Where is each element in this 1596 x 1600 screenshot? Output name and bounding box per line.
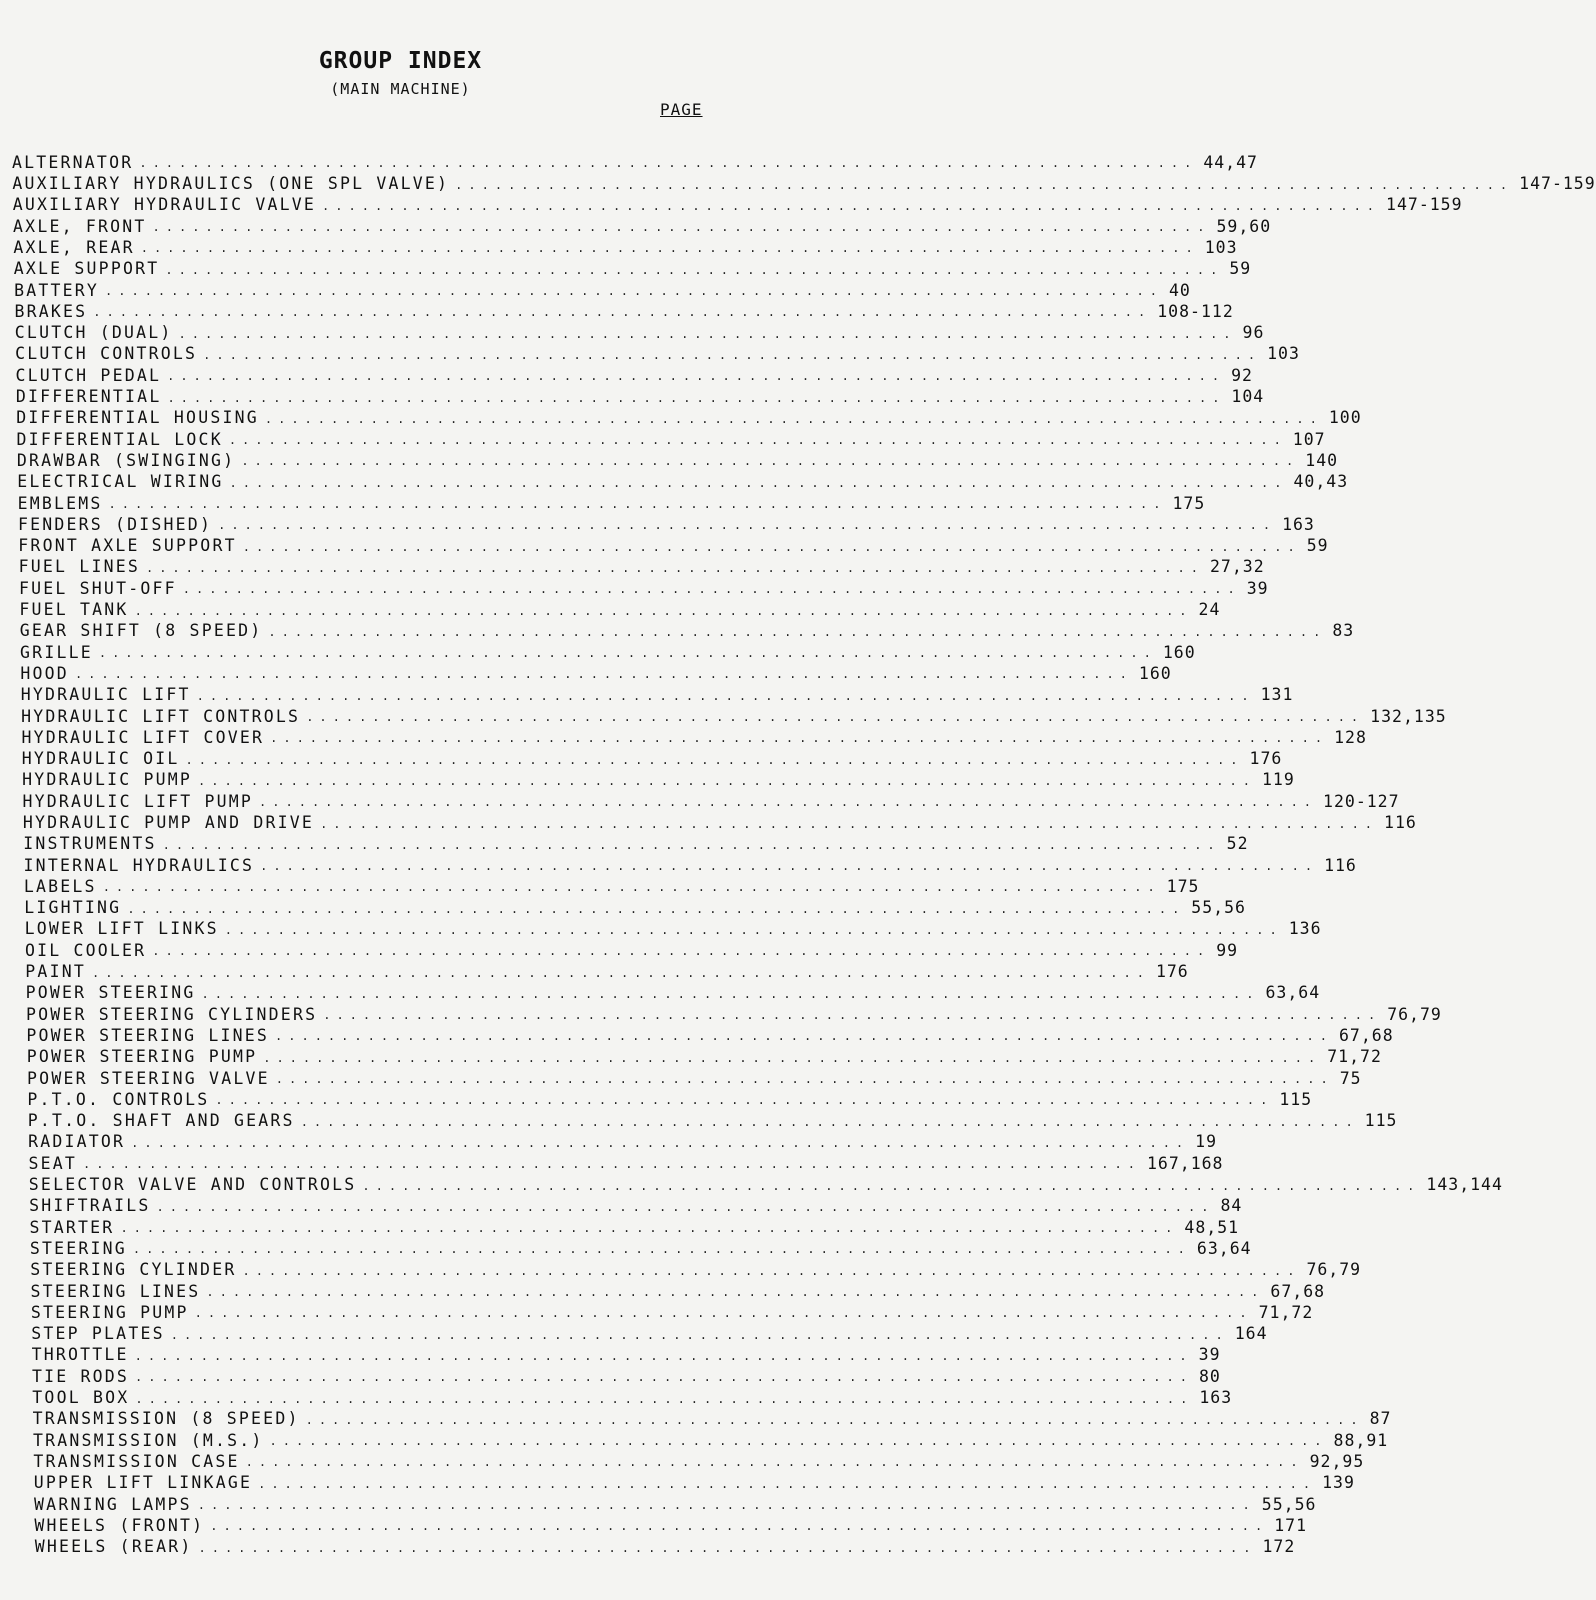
entry-page: 96 xyxy=(1242,323,1265,343)
leader-dots: ................................................................................ xyxy=(152,944,1211,959)
index-entry xyxy=(13,235,1238,257)
entry-page: 75 xyxy=(1339,1068,1362,1088)
entry-page: 143,144 xyxy=(1426,1175,1503,1195)
leader-dots: ................................................................................ xyxy=(170,1327,1229,1342)
entry-page: 167,168 xyxy=(1146,1153,1224,1173)
index-entry xyxy=(34,1513,1308,1535)
entry-page: 108-112 xyxy=(1157,301,1234,321)
entry-page: 76,79 xyxy=(1306,1260,1362,1280)
entry-name: AUXILIARY HYDRAULICS (ONE SPL VALVE) xyxy=(12,174,450,194)
entry-page: 116 xyxy=(1324,855,1357,875)
leader-dots: ................................................................................ xyxy=(242,539,1301,554)
index-entry xyxy=(16,448,1339,470)
leader-dots: ................................................................................ xyxy=(198,773,1256,788)
entry-page: 92,95 xyxy=(1309,1451,1365,1471)
index-entry xyxy=(27,1066,1362,1088)
entry-page: 55,56 xyxy=(1191,898,1246,918)
entry-page: 160 xyxy=(1162,642,1196,662)
leader-dots: ................................................................................ xyxy=(305,1412,1364,1427)
index-entry xyxy=(22,789,1400,811)
index-entry xyxy=(14,299,1234,321)
entry-name: TRANSMISSION (M.S.) xyxy=(33,1430,264,1450)
entry-name: HYDRAULIC LIFT COVER xyxy=(21,727,265,747)
entry-page: 71,72 xyxy=(1258,1302,1314,1322)
entry-page: 175 xyxy=(1166,876,1200,896)
entry-page: 116 xyxy=(1384,813,1417,832)
entry-name: INTERNAL HYDRAULICS xyxy=(23,855,255,875)
leader-dots: ................................................................................ xyxy=(322,198,1381,213)
entry-name: HYDRAULIC LIFT xyxy=(20,685,191,705)
index-entry xyxy=(28,1130,1218,1152)
entry-page: 107 xyxy=(1292,429,1326,449)
leader-dots: ................................................................................ xyxy=(229,475,1288,490)
index-entry xyxy=(19,576,1269,598)
entry-name: WHEELS (REAR) xyxy=(34,1537,193,1557)
entry-name: SELECTOR VALVE AND CONTROLS xyxy=(28,1175,357,1195)
leader-dots: ................................................................................ xyxy=(145,560,1204,575)
index-entry xyxy=(13,256,1252,279)
index-entry xyxy=(25,959,1189,982)
index-entry xyxy=(26,1023,1394,1045)
entry-name: LIGHTING xyxy=(24,898,122,918)
entry-page: 59 xyxy=(1306,536,1329,556)
entry-page: 83 xyxy=(1332,621,1355,641)
entry-page: 84 xyxy=(1220,1196,1243,1216)
index-entry xyxy=(23,853,1357,875)
entry-name: PAINT xyxy=(25,962,86,982)
index-entry xyxy=(12,193,1463,215)
index-entry xyxy=(32,1385,1233,1408)
leader-dots: ................................................................................ xyxy=(132,1242,1191,1257)
entry-name: TOOL BOX xyxy=(32,1388,130,1408)
index-entry xyxy=(28,1172,1503,1195)
leader-dots: ................................................................................ xyxy=(259,795,1318,810)
entry-name: WARNING LAMPS xyxy=(34,1494,192,1514)
entry-name: DIFFERENTIAL xyxy=(15,387,162,407)
entry-name: AXLE, REAR xyxy=(13,237,135,257)
entry-name: FENDERS (DISHED) xyxy=(17,514,213,534)
entry-page: 80 xyxy=(1198,1366,1221,1386)
entry-page: 176 xyxy=(1249,749,1283,769)
leader-dots: ................................................................................ xyxy=(241,454,1300,469)
leader-dots: ................................................................................ xyxy=(320,816,1379,831)
leader-dots: ................................................................................ xyxy=(185,752,1244,767)
index-entry xyxy=(26,1044,1382,1067)
index-entry xyxy=(15,363,1253,385)
entry-name: POWER STEERING VALVE xyxy=(27,1068,270,1088)
leader-dots: ................................................................................ xyxy=(215,1093,1274,1108)
index-entry xyxy=(14,278,1191,300)
entry-page: 115 xyxy=(1279,1089,1313,1109)
leader-dots: ................................................................................ xyxy=(224,922,1283,937)
entry-page: 171 xyxy=(1274,1515,1308,1535)
leader-dots: ................................................................................ xyxy=(198,1540,1257,1555)
leader-dots: ................................................................................ xyxy=(91,965,1150,980)
leader-dots: ................................................................................ xyxy=(300,1114,1359,1129)
entry-name: RADIATOR xyxy=(28,1132,126,1152)
entry-name: HYDRAULIC PUMP xyxy=(22,770,193,790)
leader-dots: ................................................................................ xyxy=(228,433,1287,448)
leader-dots: ................................................................................ xyxy=(194,1306,1253,1321)
entry-name: DIFFERENTIAL LOCK xyxy=(16,429,223,449)
index-entry xyxy=(15,342,1300,364)
entry-name: FUEL LINES xyxy=(18,557,140,577)
index-entry xyxy=(20,682,1294,705)
leader-dots: ................................................................................ xyxy=(268,624,1327,639)
entry-name: GEAR SHIFT (8 SPEED) xyxy=(19,621,263,641)
leader-dots: ................................................................................ xyxy=(210,1519,1269,1534)
index-entry xyxy=(24,917,1322,939)
leader-dots: ................................................................................ xyxy=(455,177,1514,192)
index-entry xyxy=(21,746,1283,769)
index-entry xyxy=(29,1236,1252,1258)
entry-name: STEERING xyxy=(29,1238,127,1258)
entry-page: 76,79 xyxy=(1387,1004,1442,1024)
leader-dots: ................................................................................ xyxy=(178,326,1237,341)
index-entry xyxy=(22,810,1417,832)
entry-name: FUEL TANK xyxy=(19,600,129,620)
index-entry xyxy=(12,150,1258,172)
leader-dots: ................................................................................ xyxy=(264,411,1323,426)
index-entry xyxy=(22,768,1295,790)
entry-name: FRONT AXLE SUPPORT xyxy=(18,536,237,556)
entry-name: SHIFTRAILS xyxy=(29,1196,151,1216)
leader-dots: ................................................................................ xyxy=(275,1072,1334,1087)
entry-page: 104 xyxy=(1231,387,1265,407)
leader-dots: ................................................................................ xyxy=(206,1285,1265,1300)
index-entry xyxy=(34,1534,1296,1557)
entry-name: HYDRAULIC OIL xyxy=(21,749,180,769)
index-entry xyxy=(30,1300,1314,1322)
entry-name: GRILLE xyxy=(20,642,93,662)
entry-page: 44,47 xyxy=(1203,152,1258,172)
entry-page: 27,32 xyxy=(1209,557,1265,577)
index-entry xyxy=(31,1364,1221,1386)
index-entry xyxy=(29,1215,1240,1237)
entry-name: CLUTCH CONTROLS xyxy=(15,344,198,364)
index-entry xyxy=(30,1257,1362,1280)
leader-dots: ................................................................................ xyxy=(127,901,1186,916)
entry-page: 100 xyxy=(1328,408,1362,428)
entry-name: DIFFERENTIAL HOUSING xyxy=(16,408,259,428)
entry-page: 55,56 xyxy=(1261,1494,1317,1514)
leader-dots: ................................................................................ xyxy=(201,986,1260,1001)
index-entry xyxy=(17,491,1206,513)
index-entry xyxy=(17,512,1315,534)
entry-page: 88,91 xyxy=(1333,1430,1389,1450)
entry-page: 71,72 xyxy=(1327,1047,1382,1067)
entry-page: 119 xyxy=(1261,770,1295,790)
index-entry xyxy=(14,320,1265,343)
entry-page: 147-159 xyxy=(1519,174,1596,194)
entry-page: 147-159 xyxy=(1386,195,1463,215)
index-entry xyxy=(15,384,1265,407)
page-subtitle: (MAIN MACHINE) xyxy=(330,80,471,98)
entry-name: POWER STEERING CYLINDERS xyxy=(26,1004,318,1024)
entry-name: TRANSMISSION (8 SPEED) xyxy=(32,1409,300,1429)
index-entry xyxy=(23,874,1200,896)
entry-page: 92 xyxy=(1231,365,1253,385)
leader-dots: ................................................................................ xyxy=(135,1370,1193,1385)
entry-name: LOWER LIFT LINKS xyxy=(24,919,219,939)
entry-page: 139 xyxy=(1322,1473,1355,1493)
index-entry xyxy=(32,1407,1392,1429)
index-entry xyxy=(27,1087,1313,1109)
entry-name: AXLE SUPPORT xyxy=(13,259,160,279)
entry-page: 175 xyxy=(1172,493,1206,513)
leader-dots: ................................................................................ xyxy=(323,1008,1382,1023)
entry-name: INSTRUMENTS xyxy=(23,834,157,854)
index-entry xyxy=(24,938,1239,960)
index-entry xyxy=(18,533,1329,556)
entry-page: 63,64 xyxy=(1265,983,1321,1003)
entry-name: HOOD xyxy=(20,663,69,683)
leader-dots: ................................................................................ xyxy=(93,305,1152,320)
entry-page: 39 xyxy=(1198,1345,1221,1365)
leader-dots: ................................................................................ xyxy=(82,1157,1141,1172)
entry-name: ALTERNATOR xyxy=(12,152,134,172)
entry-page: 99 xyxy=(1216,940,1239,960)
entry-page: 87 xyxy=(1369,1409,1392,1429)
page-title: GROUP INDEX xyxy=(318,48,483,74)
entry-page: 128 xyxy=(1334,727,1367,747)
entry-page: 52 xyxy=(1226,834,1249,854)
entry-page: 163 xyxy=(1199,1388,1233,1408)
entry-name: STEERING CYLINDER xyxy=(30,1260,237,1280)
index-entry xyxy=(25,981,1321,1003)
entry-name: STEP PLATES xyxy=(31,1324,165,1344)
index-entry xyxy=(20,640,1196,662)
entry-name: POWER STEERING xyxy=(25,983,196,1003)
index-entry xyxy=(12,171,1596,194)
entry-page: 160 xyxy=(1138,663,1172,683)
leader-dots: ................................................................................ xyxy=(245,1455,1304,1470)
leader-dots: ................................................................................ xyxy=(218,518,1277,533)
entry-page: 163 xyxy=(1282,514,1315,534)
index-entry xyxy=(19,619,1355,641)
index-entry xyxy=(26,1002,1442,1024)
index-entry xyxy=(27,1108,1398,1131)
leader-dots: ................................................................................ xyxy=(165,262,1224,277)
entry-page: 103 xyxy=(1267,344,1300,364)
entry-name: STEERING PUMP xyxy=(30,1302,189,1322)
entry-page: 176 xyxy=(1155,962,1189,982)
leader-dots: ................................................................................ xyxy=(242,1263,1301,1278)
index-entry xyxy=(17,469,1349,492)
entry-page: 120-127 xyxy=(1323,791,1400,811)
entry-name: P.T.O. CONTROLS xyxy=(27,1089,210,1109)
leader-dots: ................................................................................ xyxy=(306,710,1365,725)
entry-name: POWER STEERING LINES xyxy=(26,1025,270,1045)
index-entry xyxy=(16,427,1326,449)
entry-page: 63,64 xyxy=(1196,1238,1252,1258)
entry-page: 59,60 xyxy=(1216,216,1272,236)
entry-page: 19 xyxy=(1195,1132,1218,1152)
page-column-header: PAGE xyxy=(660,100,703,119)
entry-page: 40,43 xyxy=(1293,472,1349,492)
index-entry xyxy=(23,832,1249,854)
index-entry xyxy=(20,661,1172,683)
leader-dots: ................................................................................ xyxy=(258,1476,1317,1491)
entry-name: BATTERY xyxy=(14,280,100,300)
leader-dots: ................................................................................ xyxy=(182,582,1241,597)
index-list xyxy=(12,150,1596,1557)
entry-page: 67,68 xyxy=(1339,1025,1394,1045)
index-entry xyxy=(34,1492,1317,1514)
index-entry xyxy=(13,214,1272,236)
entry-page: 39 xyxy=(1246,578,1269,598)
leader-dots: ................................................................................ xyxy=(134,603,1193,618)
leader-dots: ................................................................................ xyxy=(167,390,1226,405)
entry-name: UPPER LIFT LINKAGE xyxy=(33,1473,253,1493)
leader-dots: ................................................................................ xyxy=(120,1221,1179,1236)
leader-dots: ................................................................................ xyxy=(105,284,1163,299)
leader-dots: ................................................................................ xyxy=(131,1135,1190,1150)
index-entry xyxy=(33,1470,1355,1493)
leader-dots: ................................................................................ xyxy=(167,369,1226,384)
index-entry xyxy=(16,406,1362,428)
entry-name: SEAT xyxy=(28,1153,77,1173)
entry-page: 103 xyxy=(1204,237,1238,257)
entry-name: TRANSMISSION CASE xyxy=(33,1451,240,1471)
index-entry xyxy=(19,597,1221,620)
entry-name: FUEL SHUT-OFF xyxy=(19,578,177,598)
index-entry xyxy=(29,1194,1243,1216)
leader-dots: ................................................................................ xyxy=(162,837,1221,852)
leader-dots: ................................................................................ xyxy=(152,220,1211,235)
leader-dots: ................................................................................ xyxy=(269,1434,1328,1449)
entry-name: STARTER xyxy=(29,1217,115,1237)
entry-name: BRAKES xyxy=(14,301,88,321)
entry-page: 40 xyxy=(1169,280,1191,300)
leader-dots: ................................................................................ xyxy=(260,859,1319,874)
leader-dots: ................................................................................ xyxy=(156,1199,1215,1214)
entry-name: STEERING LINES xyxy=(30,1281,201,1301)
entry-name: HYDRAULIC LIFT PUMP xyxy=(22,791,254,811)
entry-name: HYDRAULIC LIFT CONTROLS xyxy=(21,706,301,726)
leader-dots: ................................................................................ xyxy=(197,1498,1256,1512)
leader-dots: ................................................................................ xyxy=(362,1178,1421,1193)
index-entry xyxy=(31,1343,1221,1365)
index-entry xyxy=(31,1321,1268,1344)
entry-page: 136 xyxy=(1288,919,1322,939)
leader-dots: ................................................................................ xyxy=(140,241,1199,256)
entry-page: 67,68 xyxy=(1270,1281,1326,1301)
entry-page: 59 xyxy=(1229,259,1252,279)
index-entry xyxy=(30,1279,1326,1301)
entry-page: 132,135 xyxy=(1370,706,1447,726)
index-entry xyxy=(33,1428,1389,1450)
entry-page: 24 xyxy=(1198,600,1221,620)
leader-dots: ................................................................................ xyxy=(203,347,1262,362)
entry-name: CLUTCH PEDAL xyxy=(15,365,162,385)
entry-page: 131 xyxy=(1260,685,1294,705)
leader-dots: ................................................................................ xyxy=(134,1348,1193,1363)
entry-page: 115 xyxy=(1364,1111,1398,1131)
index-entry xyxy=(33,1449,1365,1471)
entry-name: AUXILIARY HYDRAULIC VALVE xyxy=(12,195,317,215)
index-entry xyxy=(21,725,1367,747)
entry-page: 48,51 xyxy=(1184,1217,1240,1237)
leader-dots: ................................................................................ xyxy=(196,688,1255,703)
leader-dots: ................................................................................ xyxy=(275,1029,1333,1044)
entry-name: WHEELS (FRONT) xyxy=(34,1515,205,1535)
entry-name: AXLE, FRONT xyxy=(13,216,147,236)
leader-dots: ................................................................................ xyxy=(102,880,1161,895)
entry-page: 172 xyxy=(1262,1537,1296,1557)
index-entry xyxy=(24,895,1246,918)
entry-page: 140 xyxy=(1305,450,1339,470)
leader-dots: ................................................................................ xyxy=(74,667,1133,682)
entry-name: LABELS xyxy=(23,876,97,896)
entry-name: OIL COOLER xyxy=(24,940,147,960)
entry-name: CLUTCH (DUAL) xyxy=(14,323,173,343)
entry-name: THROTTLE xyxy=(31,1345,129,1365)
entry-name: ELECTRICAL WIRING xyxy=(17,472,224,492)
leader-dots: ................................................................................ xyxy=(108,497,1167,512)
entry-name: EMBLEMS xyxy=(17,493,103,513)
leader-dots: ................................................................................ xyxy=(135,1391,1194,1406)
leader-dots: ................................................................................ xyxy=(270,731,1329,746)
entry-name: POWER STEERING PUMP xyxy=(26,1047,258,1067)
index-entry xyxy=(18,555,1265,577)
entry-name: TIE RODS xyxy=(31,1366,130,1386)
entry-name: HYDRAULIC PUMP AND DRIVE xyxy=(22,813,315,832)
index-entry xyxy=(21,704,1447,726)
entry-name: P.T.O. SHAFT AND GEARS xyxy=(27,1111,295,1131)
entry-page: 164 xyxy=(1234,1324,1268,1344)
leader-dots: ................................................................................ xyxy=(263,1050,1322,1065)
entry-name: DRAWBAR (SWINGING) xyxy=(16,450,236,470)
index-entry xyxy=(28,1151,1224,1173)
leader-dots: ................................................................................ xyxy=(98,646,1157,661)
leader-dots: ................................................................................ xyxy=(139,156,1198,171)
